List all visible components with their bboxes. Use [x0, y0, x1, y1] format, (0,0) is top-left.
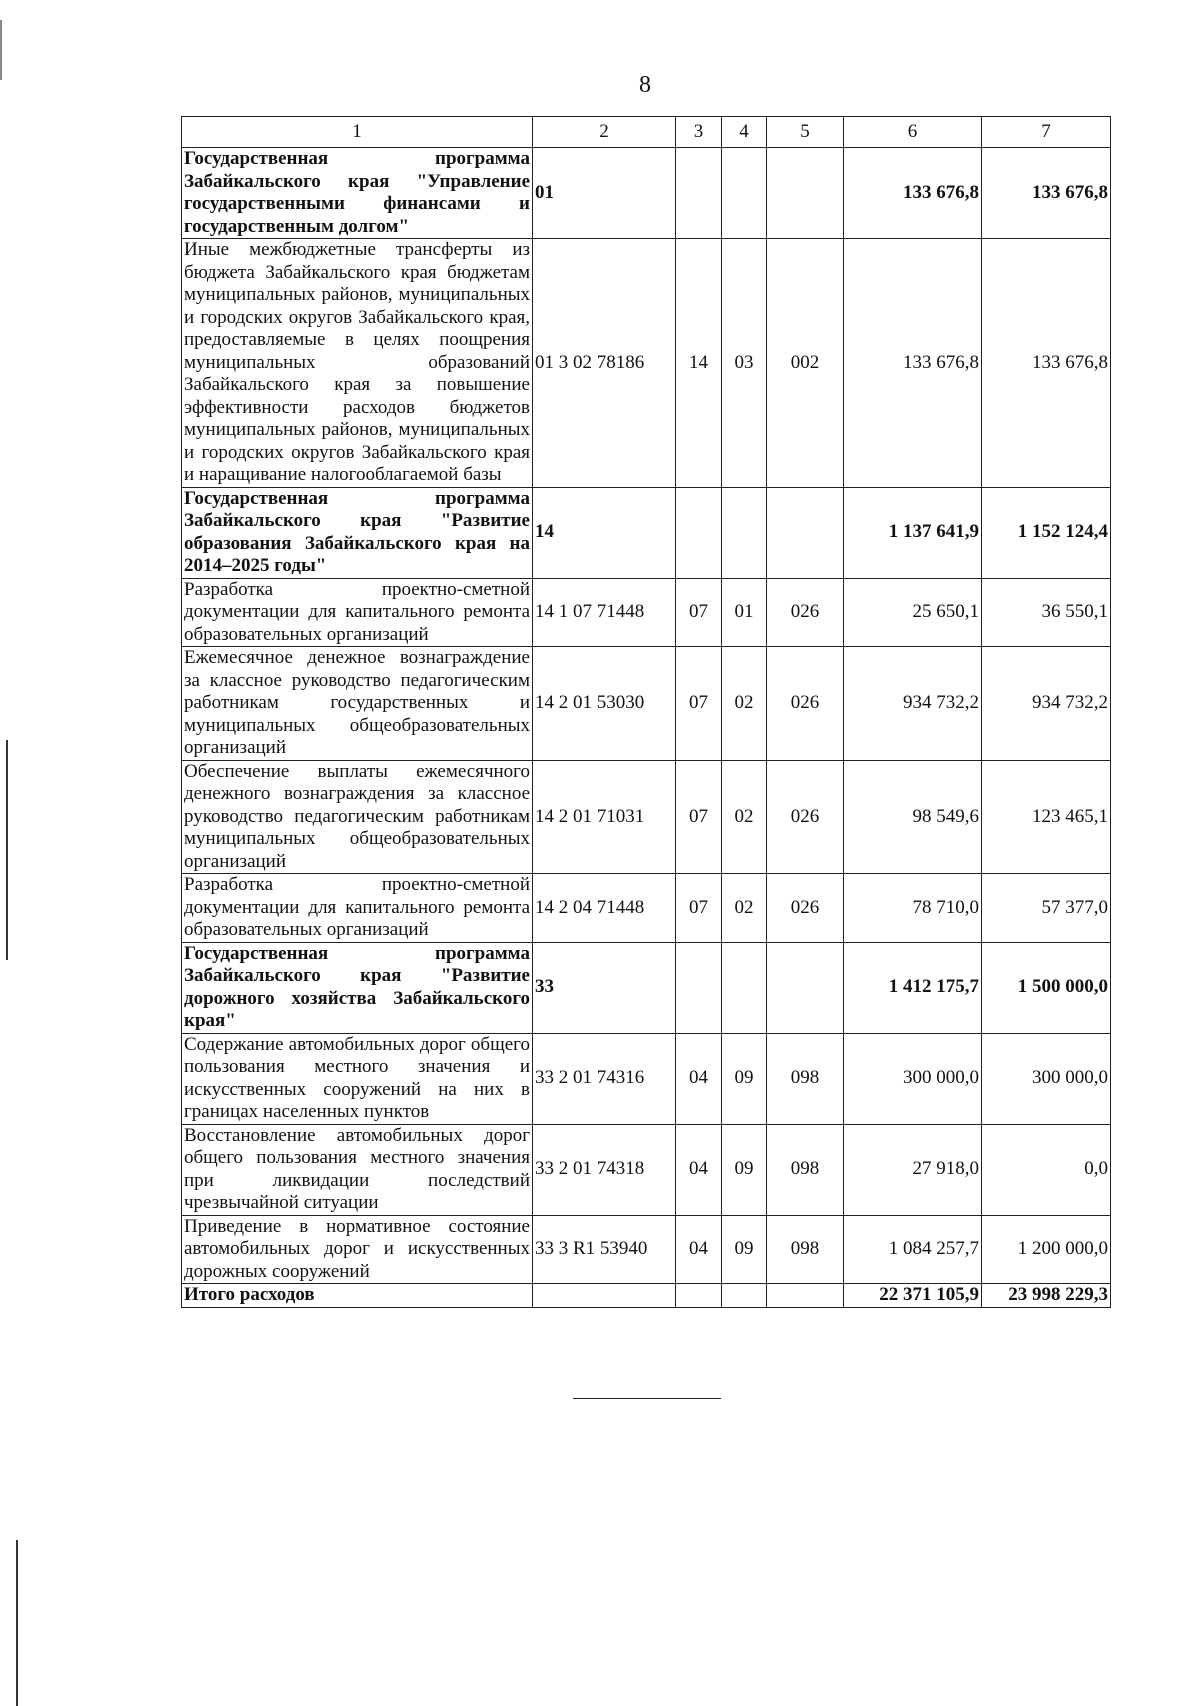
- column-header: 2: [533, 117, 676, 148]
- expense-type-code: 098: [767, 1124, 844, 1215]
- table-row: [182, 1124, 1111, 1215]
- section-code: [676, 148, 722, 239]
- subsection-code: 09: [722, 1033, 767, 1124]
- expense-type-code: [767, 148, 844, 239]
- target-code: 33: [533, 942, 676, 1033]
- budget-table: [181, 116, 1111, 1308]
- expense-name: Приведение в нормативное состояние автомобильных дорог и искусственных дорожных сооружений: [182, 1215, 533, 1284]
- section-code: [676, 942, 722, 1033]
- subsection-code: 02: [722, 760, 767, 874]
- target-code: 14 2 01 71031: [533, 760, 676, 874]
- expense-name: Обеспечение выплаты ежемесячного денежного вознаграждения за классное руководство педагогическим работникам муниципальных общеобразовательных организаций: [182, 760, 533, 874]
- scan-edge-mark: [0, 20, 2, 80]
- table-row: [182, 578, 1111, 647]
- section-code: 14: [676, 239, 722, 488]
- expense-name: Государственная программа Забайкальского края "Развитие образования Забайкальского края на 2014–2025 годы": [182, 487, 533, 578]
- subsection-code: 09: [722, 1124, 767, 1215]
- table-row: [182, 239, 1111, 488]
- amount-col7: 123 465,1: [982, 760, 1111, 874]
- empty-cell: [533, 1284, 676, 1308]
- target-code: 14 2 01 53030: [533, 647, 676, 761]
- amount-col7: 133 676,8: [982, 148, 1111, 239]
- table-row: [182, 942, 1111, 1033]
- amount-col7: 934 732,2: [982, 647, 1111, 761]
- subsection-code: 03: [722, 239, 767, 488]
- empty-cell: [767, 1284, 844, 1308]
- table-row: [182, 1033, 1111, 1124]
- amount-col6: 133 676,8: [844, 239, 982, 488]
- section-code: 04: [676, 1215, 722, 1284]
- expense-name: Государственная программа Забайкальского края "Развитие дорожного хозяйства Забайкальского края": [182, 942, 533, 1033]
- empty-cell: [676, 1284, 722, 1308]
- target-code: 01: [533, 148, 676, 239]
- total-label: Итого расходов: [182, 1284, 533, 1308]
- expense-name: Разработка проектно-сметной документации для капитального ремонта образовательных организаций: [182, 578, 533, 647]
- amount-col6: 1 137 641,9: [844, 487, 982, 578]
- end-of-document-rule: [573, 1398, 721, 1399]
- amount-col7: 1 500 000,0: [982, 942, 1111, 1033]
- table-row: [182, 148, 1111, 239]
- table-row: [182, 874, 1111, 943]
- target-code: 33 2 01 74316: [533, 1033, 676, 1124]
- total-col7: 23 998 229,3: [982, 1284, 1111, 1308]
- subsection-code: [722, 487, 767, 578]
- table-row: [182, 487, 1111, 578]
- amount-col6: 934 732,2: [844, 647, 982, 761]
- section-code: 04: [676, 1124, 722, 1215]
- subsection-code: 02: [722, 874, 767, 943]
- expense-type-code: 098: [767, 1215, 844, 1284]
- page-number: 8: [639, 72, 651, 98]
- subsection-code: [722, 942, 767, 1033]
- amount-col7: 1 152 124,4: [982, 487, 1111, 578]
- section-code: 04: [676, 1033, 722, 1124]
- expense-name: Восстановление автомобильных дорог общего пользования местного значения при ликвидации последствий чрезвычайной ситуации: [182, 1124, 533, 1215]
- column-header: 7: [982, 117, 1111, 148]
- scan-edge-mark: [6, 740, 8, 960]
- expense-name: Разработка проектно-сметной документации для капитального ремонта образовательных организаций: [182, 874, 533, 943]
- amount-col7: 0,0: [982, 1124, 1111, 1215]
- header-row: [182, 117, 1111, 148]
- column-header: 3: [676, 117, 722, 148]
- amount-col7: 1 200 000,0: [982, 1215, 1111, 1284]
- section-code: 07: [676, 647, 722, 761]
- amount-col6: 1 412 175,7: [844, 942, 982, 1033]
- section-code: 07: [676, 874, 722, 943]
- subsection-code: 01: [722, 578, 767, 647]
- amount-col6: 133 676,8: [844, 148, 982, 239]
- amount-col6: 78 710,0: [844, 874, 982, 943]
- target-code: 14 1 07 71448: [533, 578, 676, 647]
- section-code: 07: [676, 578, 722, 647]
- table-row: [182, 1215, 1111, 1284]
- target-code: 33 3 R1 53940: [533, 1215, 676, 1284]
- target-code: 01 3 02 78186: [533, 239, 676, 488]
- expense-type-code: 026: [767, 578, 844, 647]
- expense-type-code: [767, 942, 844, 1033]
- target-code: 33 2 01 74318: [533, 1124, 676, 1215]
- amount-col6: 300 000,0: [844, 1033, 982, 1124]
- section-code: 07: [676, 760, 722, 874]
- total-row: [182, 1284, 1111, 1308]
- expense-type-code: 026: [767, 874, 844, 943]
- target-code: 14 2 04 71448: [533, 874, 676, 943]
- amount-col7: 133 676,8: [982, 239, 1111, 488]
- expense-type-code: [767, 487, 844, 578]
- amount-col7: 36 550,1: [982, 578, 1111, 647]
- expense-type-code: 026: [767, 760, 844, 874]
- expense-name: Государственная программа Забайкальского края "Управление государственными финансами и государственным долгом": [182, 148, 533, 239]
- table-row: [182, 647, 1111, 761]
- column-header: 1: [182, 117, 533, 148]
- subsection-code: 02: [722, 647, 767, 761]
- column-header: 5: [767, 117, 844, 148]
- table-row: [182, 760, 1111, 874]
- scan-edge-mark: [16, 1540, 18, 1706]
- total-col6: 22 371 105,9: [844, 1284, 982, 1308]
- amount-col6: 27 918,0: [844, 1124, 982, 1215]
- column-header: 4: [722, 117, 767, 148]
- subsection-code: 09: [722, 1215, 767, 1284]
- section-code: [676, 487, 722, 578]
- column-header: 6: [844, 117, 982, 148]
- expense-type-code: 098: [767, 1033, 844, 1124]
- amount-col6: 1 084 257,7: [844, 1215, 982, 1284]
- amount-col7: 57 377,0: [982, 874, 1111, 943]
- expense-name: Иные межбюджетные трансферты из бюджета Забайкальского края бюджетам муниципальных районов, муниципальных и городских округов Забайкальского края, предоставляемые в целях поощрения муниципальных образований Забайкальского края за повышение эффективности расходов бюджетов муниципальных районов, муниципальных и городских округов Забайкальского края и наращивание налогооблагаемой базы: [182, 239, 533, 488]
- subsection-code: [722, 148, 767, 239]
- amount-col6: 25 650,1: [844, 578, 982, 647]
- expense-type-code: 026: [767, 647, 844, 761]
- target-code: 14: [533, 487, 676, 578]
- expense-name: Содержание автомобильных дорог общего пользования местного значения и искусственных сооружений на них в границах населенных пунктов: [182, 1033, 533, 1124]
- amount-col7: 300 000,0: [982, 1033, 1111, 1124]
- amount-col6: 98 549,6: [844, 760, 982, 874]
- expense-name: Ежемесячное денежное вознаграждение за классное руководство педагогическим работникам государственных и муниципальных общеобразовательных организаций: [182, 647, 533, 761]
- expense-type-code: 002: [767, 239, 844, 488]
- empty-cell: [722, 1284, 767, 1308]
